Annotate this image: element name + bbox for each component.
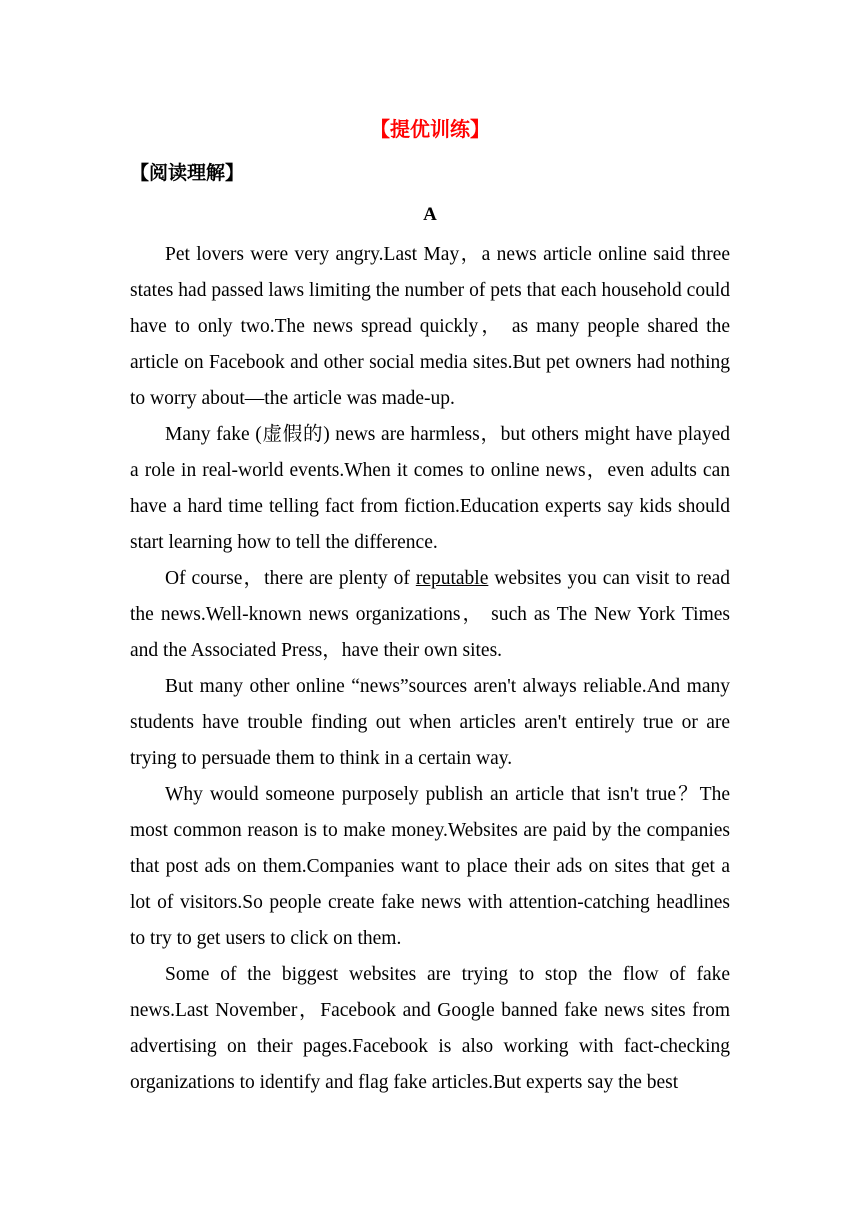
paragraph-3-start: Of course，there are plenty of <box>165 568 416 589</box>
paragraph-2: Many fake (虚假的) news are harmless，but others might have played a role in real-world events.When it comes to online news，even adults can have a hard time telling fact from fiction.Education experts say kids should start learning how to tell the difference. <box>130 424 730 553</box>
paragraph-3 <box>130 561 730 669</box>
paragraph-3-end: websites you can visit to read the news.Well-known news organizations， such as The New York Times and the Associated Press，have their own sites. <box>130 568 730 661</box>
underlined-word: reputable <box>415 568 489 589</box>
section-heading: 【阅读理解】 <box>130 162 245 184</box>
paragraph-1: Pet lovers were very angry.Last May，a news article online said three states had passed laws limiting the number of pets that each household could have to only two.The news spread quickly， as many people shared the article on Facebook and other social media sites.But pet owners had nothing to worry about—the article was made-up. <box>130 244 730 409</box>
paragraph-4: But many other online “news”sources aren't always reliable.And many students have trouble finding out when articles aren't entirely true or are trying to persuade them to think in a certain way. <box>130 676 730 769</box>
passage-body <box>130 237 730 1101</box>
paragraph-5: Why would someone purposely publish an article that isn't true？The most common reason is to make money.Websites are paid by the companies that post ads on them.Companies want to place their ads on sites that get a lot of visitors.So people create fake news with attention-catching headlines to try to get users to click on them. <box>130 784 730 949</box>
passage-label: A <box>423 204 437 225</box>
paragraph-6: Some of the biggest websites are trying to stop the flow of fake news.Last November，Facebook and Google banned fake news sites from advertising on their pages.Facebook is also working with fact-checking organizations to identify and flag fake articles.But experts say the best <box>130 964 730 1093</box>
exercise-title: 【提优训练】 <box>370 117 490 141</box>
